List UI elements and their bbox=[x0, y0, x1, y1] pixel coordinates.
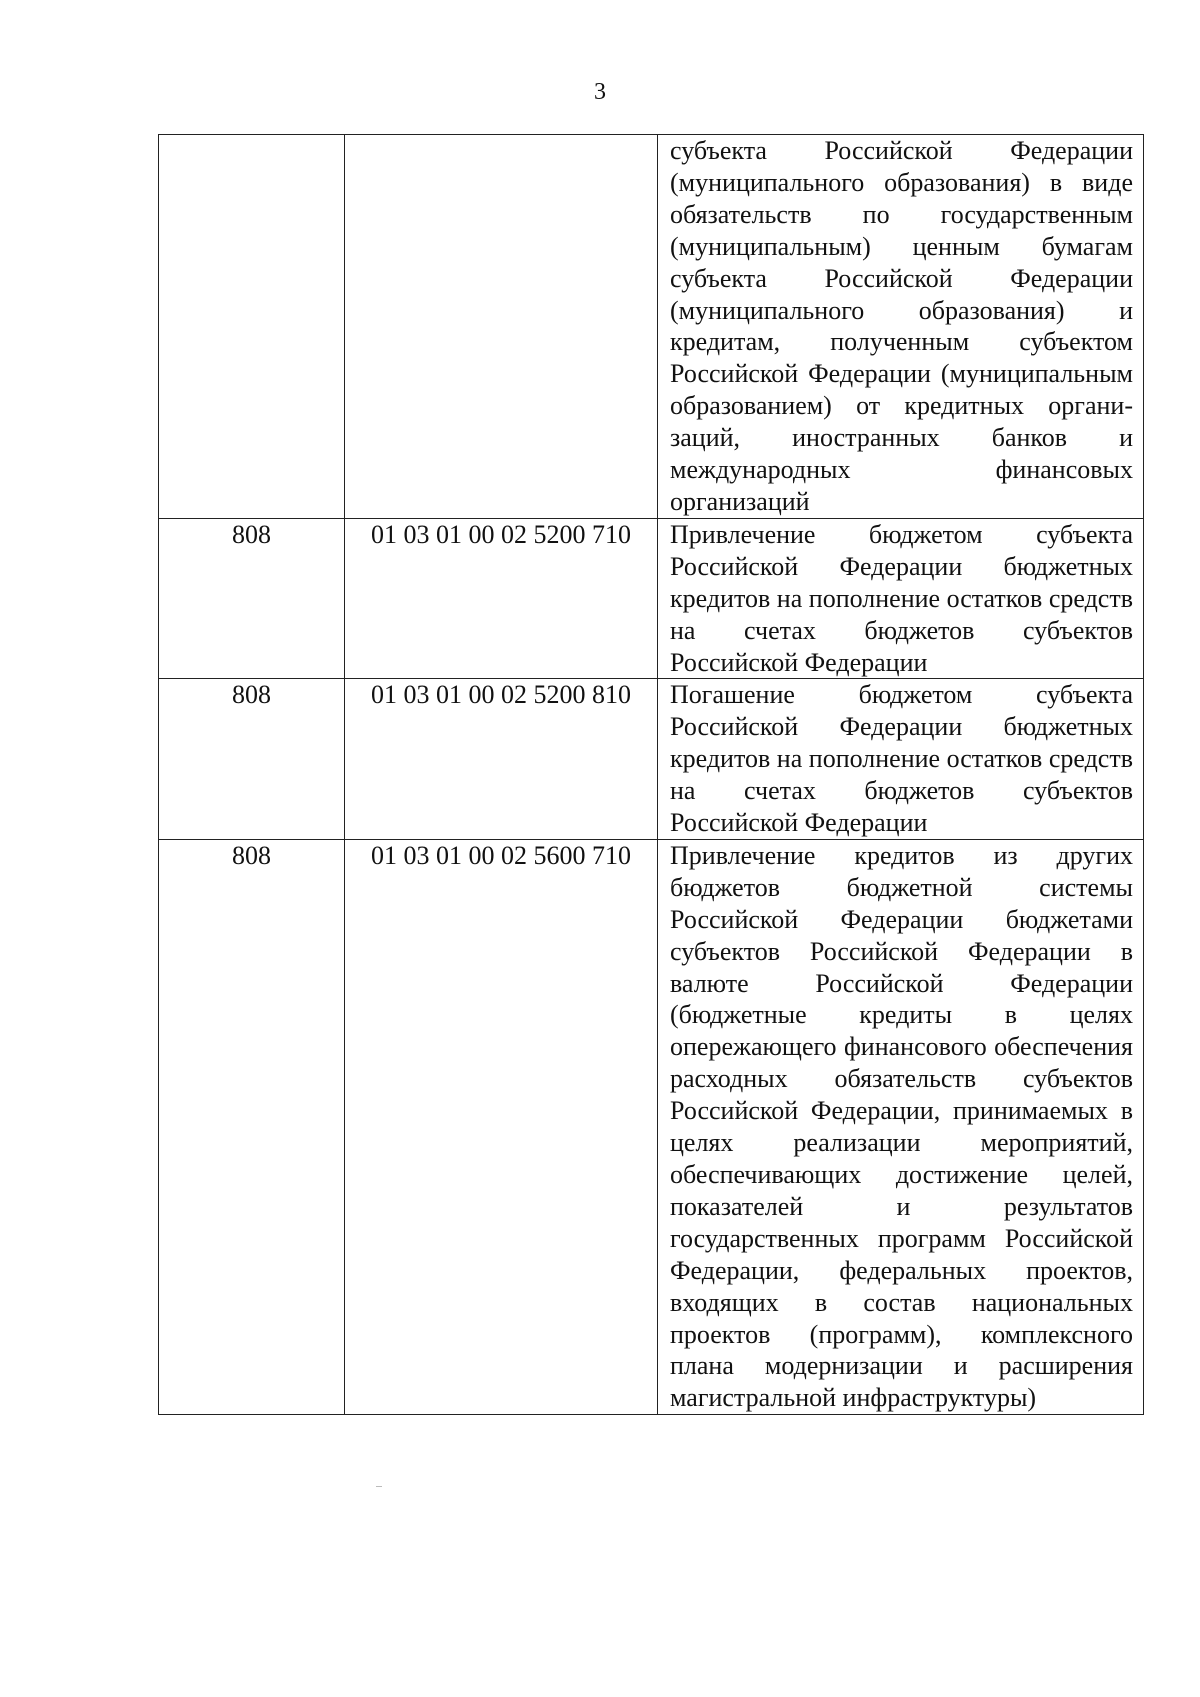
table-row bbox=[159, 679, 1144, 840]
admin-code-cell: 808 bbox=[159, 679, 345, 840]
description-cell: Привлечение бюджетом субъекта Российской Федерации бюджетных кредитов на пополнение остатков средств на счетах бюджетов субъектов Российской Федерации bbox=[658, 518, 1144, 679]
budget-codes-table bbox=[158, 134, 1144, 1415]
table-row bbox=[159, 518, 1144, 679]
admin-code-cell: 808 bbox=[159, 839, 345, 1414]
description-cell: субъекта Российской Федерации (муниципального образования) в виде обязательств по государственным (муниципальным) ценным бумагам субъекта Российской Федерации (муниципального образования) и кредитам, полученным субъектом Российской Федерации (муниципальным образованием) от кредитных организаций, иностранных банков и международных финансовых организаций bbox=[658, 135, 1144, 519]
source-code-cell: 01 03 01 00 02 5200 810 bbox=[345, 679, 658, 840]
scan-mark bbox=[376, 1486, 382, 1487]
admin-code-cell: 808 bbox=[159, 518, 345, 679]
source-code-cell: 01 03 01 00 02 5600 710 bbox=[345, 839, 658, 1414]
description-cell: Погашение бюджетом субъекта Российской Федерации бюджетных кредитов на пополнение остатков средств на счетах бюджетов субъектов Российской Федерации bbox=[658, 679, 1144, 840]
description-cell: Привлечение кредитов из других бюджетов бюджетной системы Российской Федерации бюджетами субъектов Российской Федерации в валюте Российской Федерации (бюджетные кредиты в целях опережающего финансового обеспечения расходных обязательств субъектов Российской Федерации, принимаемых в целях реализации мероприятий, обеспечивающих достижение целей, показателей и результатов государственных программ Российской Федерации, федеральных проектов, входящих в состав национальных проектов (программ), комплексного плана модернизации и расширения магистральной инфраструктуры) bbox=[658, 839, 1144, 1414]
source-code-cell: 01 03 01 00 02 5200 710 bbox=[345, 518, 658, 679]
table-row bbox=[159, 839, 1144, 1414]
page-number: 3 bbox=[594, 79, 606, 105]
source-code-cell bbox=[345, 135, 658, 519]
table-row bbox=[159, 135, 1144, 519]
admin-code-cell bbox=[159, 135, 345, 519]
